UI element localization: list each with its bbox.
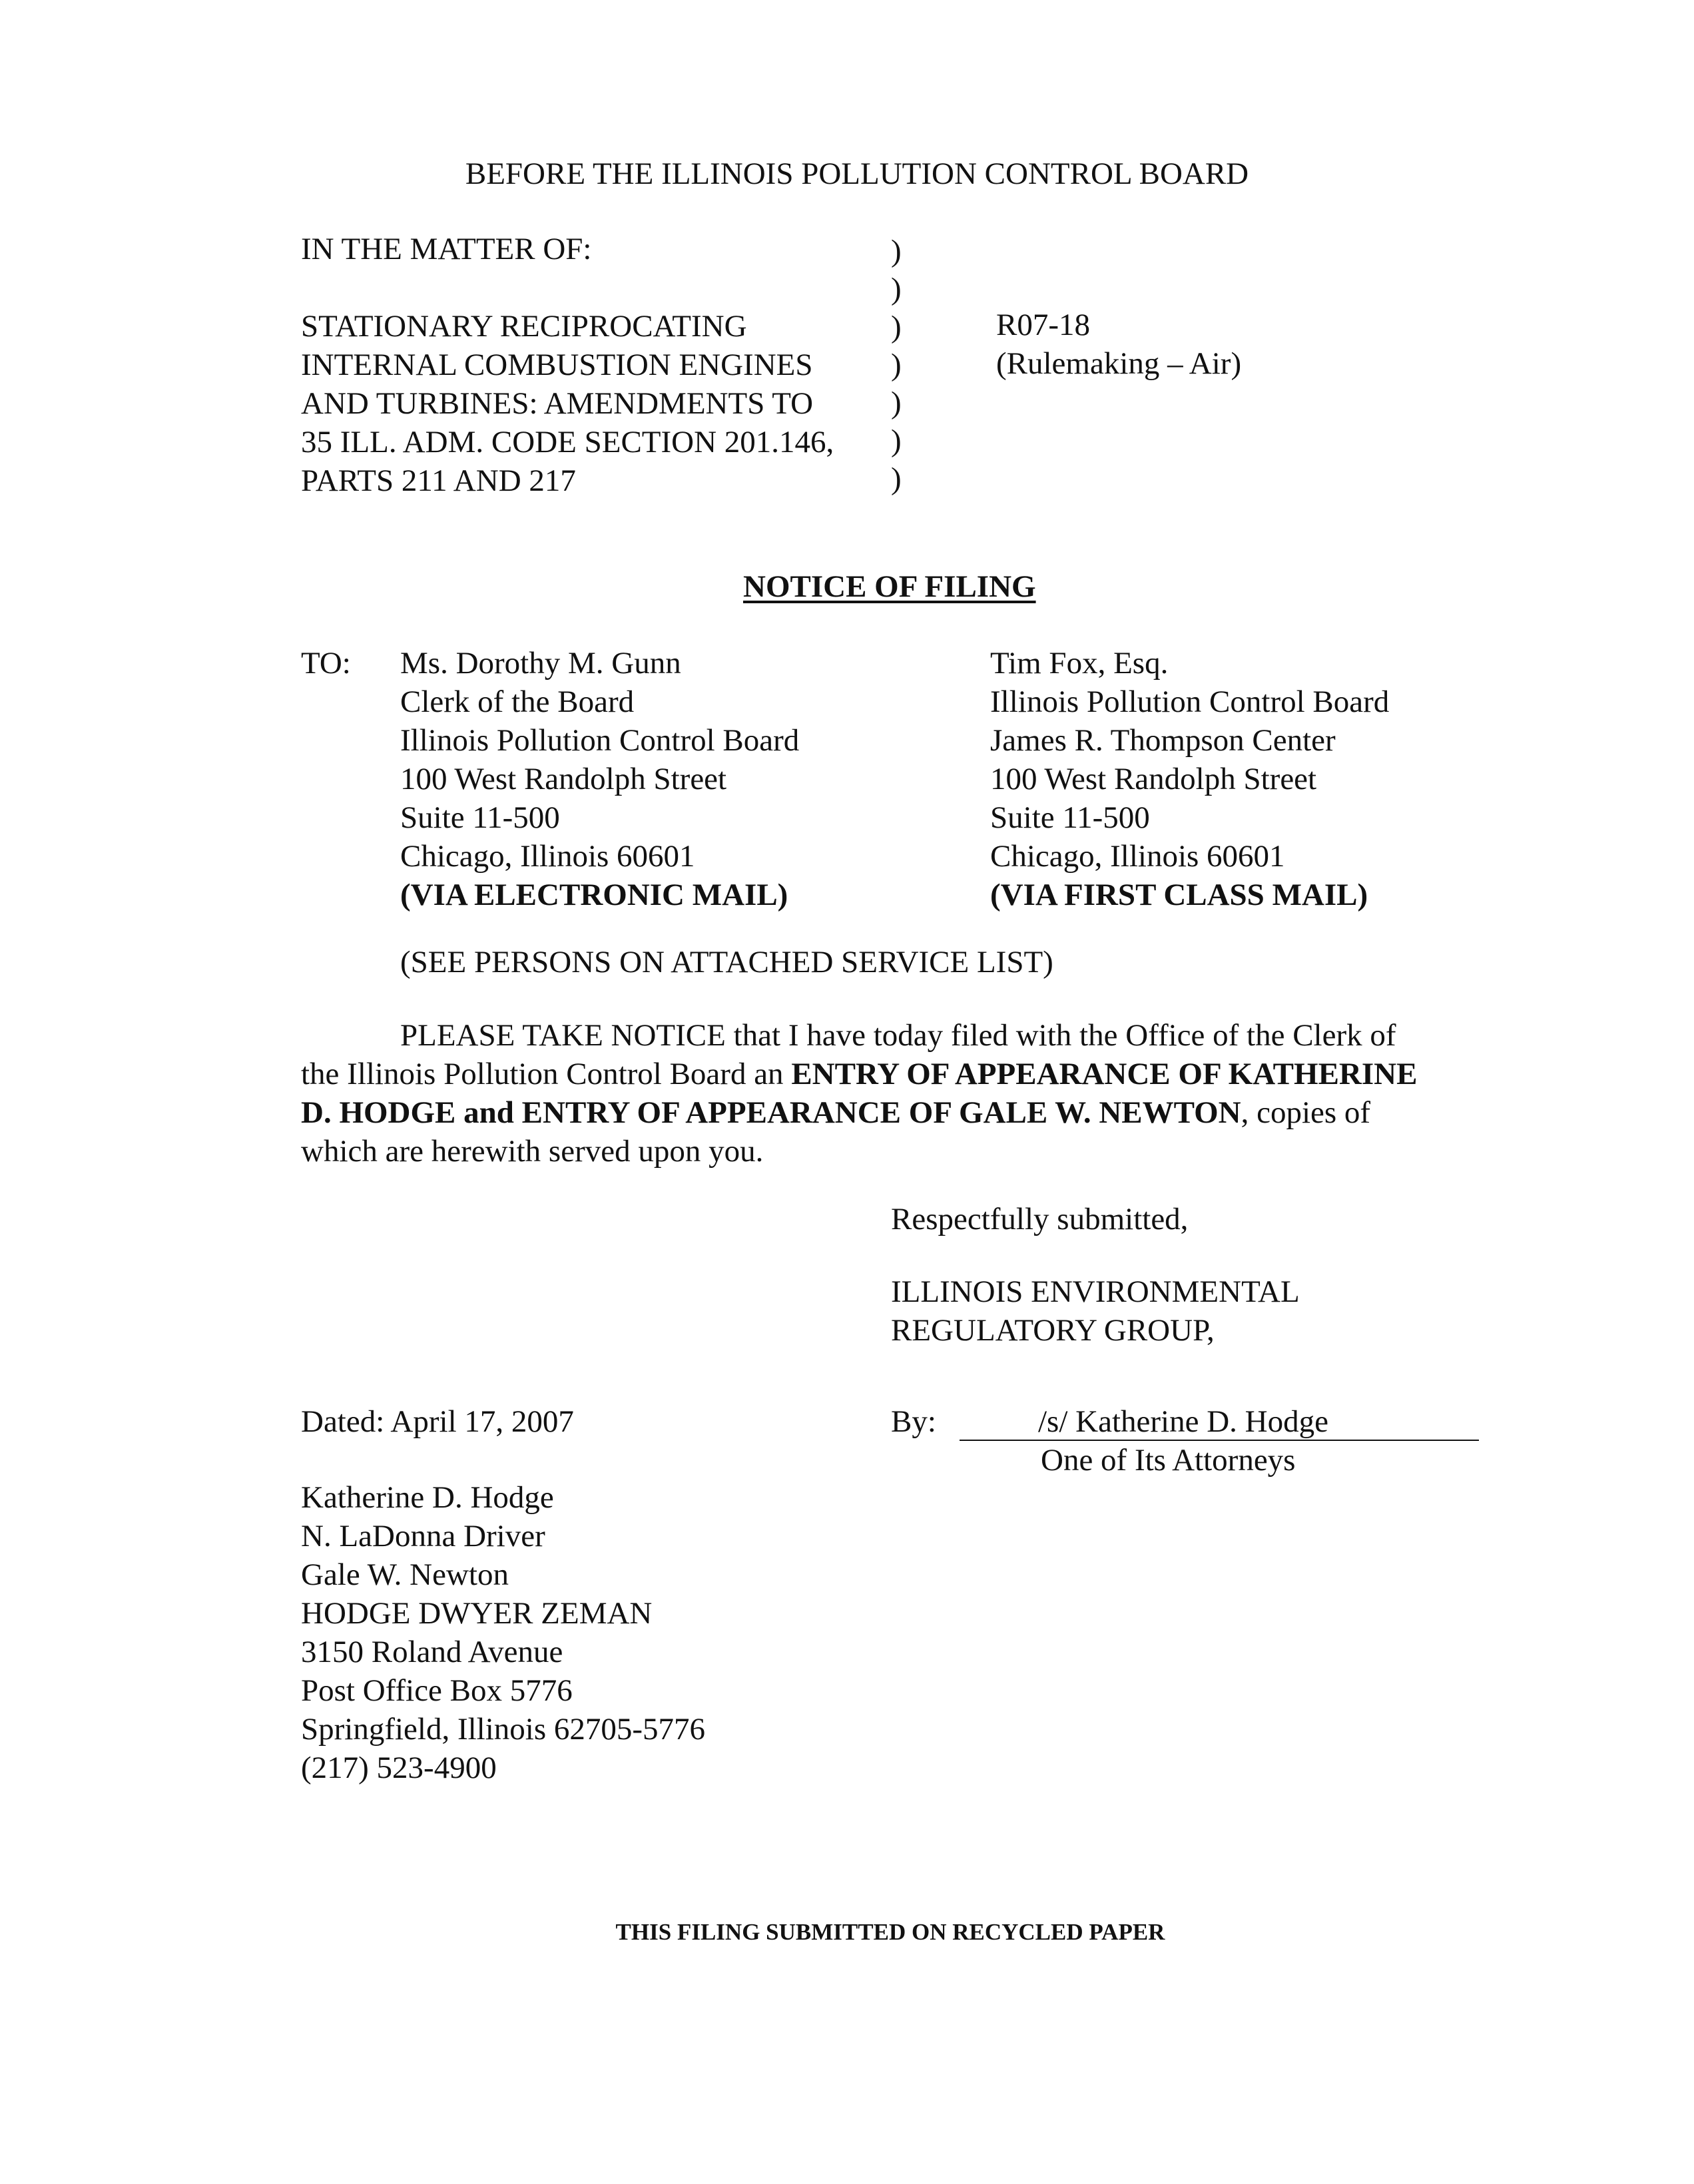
- paren: ): [891, 461, 902, 496]
- by-label: By:: [891, 1404, 936, 1439]
- dated-line: Dated: April 17, 2007: [301, 1404, 574, 1439]
- counsel-line: Gale W. Newton: [301, 1557, 509, 1592]
- paren: ): [891, 310, 902, 344]
- caption-parens: [891, 232, 902, 497]
- signature: /s/ Katherine D. Hodge: [1038, 1404, 1328, 1439]
- body-text: , copies of: [1241, 1095, 1371, 1130]
- address-line: 100 West Randolph Street: [990, 762, 1317, 796]
- address-line: 100 West Randolph Street: [400, 762, 727, 796]
- address-line: Tim Fox, Esq.: [990, 646, 1169, 681]
- recipient-clerk: [400, 644, 799, 914]
- address-line: Illinois Pollution Control Board: [400, 723, 800, 758]
- address-line: Chicago, Illinois 60601: [400, 839, 695, 874]
- counsel-block: [301, 1478, 705, 1787]
- counsel-line: N. LaDonna Driver: [301, 1519, 545, 1553]
- docket-number: R07-18: [996, 308, 1090, 342]
- filed-document-title: ENTRY OF APPEARANCE OF KATHERINE: [791, 1057, 1418, 1091]
- address-line: James R. Thompson Center: [990, 723, 1336, 758]
- to-label: TO:: [301, 646, 351, 681]
- board-title: BEFORE THE ILLINOIS POLLUTION CONTROL BOARD: [465, 156, 1249, 191]
- counsel-line: Post Office Box 5776: [301, 1673, 573, 1708]
- body-line: [301, 1055, 1417, 1093]
- address-line: Ms. Dorothy M. Gunn: [400, 646, 681, 681]
- org-line: ILLINOIS ENVIRONMENTAL: [891, 1274, 1300, 1309]
- caption-line: [301, 268, 834, 307]
- delivery-method: (VIA ELECTRONIC MAIL): [400, 878, 788, 912]
- notice-title: NOTICE OF FILING: [743, 569, 1036, 604]
- caption-line: INTERNAL COMBUSTION ENGINES: [301, 348, 813, 382]
- signature-role: One of Its Attorneys: [1041, 1443, 1296, 1478]
- address-line: Clerk of the Board: [400, 684, 635, 719]
- counsel-line: Springfield, Illinois 62705-5776: [301, 1712, 706, 1747]
- counsel-line: HODGE DWYER ZEMAN: [301, 1596, 653, 1631]
- docket-info: [996, 306, 1241, 383]
- paren: ): [891, 272, 902, 306]
- paren: ): [891, 348, 902, 382]
- organization-name: [891, 1272, 1300, 1350]
- recycled-paper-footer: THIS FILING SUBMITTED ON RECYCLED PAPER: [615, 1919, 1165, 1945]
- address-line: Suite 11-500: [990, 800, 1150, 835]
- caption-line: 35 ILL. ADM. CODE SECTION 201.146,: [301, 425, 834, 459]
- body-text: the Illinois Pollution Control Board an: [301, 1057, 792, 1091]
- address-line: Chicago, Illinois 60601: [990, 839, 1285, 874]
- notice-body: [301, 1016, 1417, 1171]
- counsel-line: Katherine D. Hodge: [301, 1480, 554, 1515]
- service-list-note: (SEE PERSONS ON ATTACHED SERVICE LIST): [400, 945, 1053, 979]
- paren: ): [891, 423, 902, 458]
- body-line: PLEASE TAKE NOTICE that I have today filed with the Office of the Clerk of: [400, 1018, 1396, 1053]
- case-caption: [301, 230, 834, 500]
- delivery-method: (VIA FIRST CLASS MAIL): [990, 878, 1368, 912]
- caption-line: AND TURBINES: AMENDMENTS TO: [301, 386, 814, 421]
- address-line: Suite 11-500: [400, 800, 560, 835]
- caption-line: STATIONARY RECIPROCATING: [301, 309, 747, 344]
- recipient-hearing-officer: [990, 644, 1389, 914]
- org-line: REGULATORY GROUP,: [891, 1313, 1215, 1348]
- paren: ): [891, 234, 902, 268]
- filed-document-title: D. HODGE and ENTRY OF APPEARANCE OF GALE W. NEWTON: [301, 1095, 1241, 1130]
- paren: ): [891, 386, 902, 420]
- body-line: which are herewith served upon you.: [301, 1134, 764, 1169]
- caption-line: PARTS 211 AND 217: [301, 463, 576, 498]
- counsel-line: (217) 523-4900: [301, 1751, 497, 1785]
- signature-line: [960, 1402, 1479, 1441]
- respectfully-submitted: Respectfully submitted,: [891, 1202, 1189, 1236]
- caption-line: IN THE MATTER OF:: [301, 232, 592, 266]
- counsel-line: 3150 Roland Avenue: [301, 1635, 563, 1669]
- body-line: [301, 1093, 1417, 1132]
- docket-type: (Rulemaking – Air): [996, 346, 1242, 381]
- address-line: Illinois Pollution Control Board: [990, 684, 1390, 719]
